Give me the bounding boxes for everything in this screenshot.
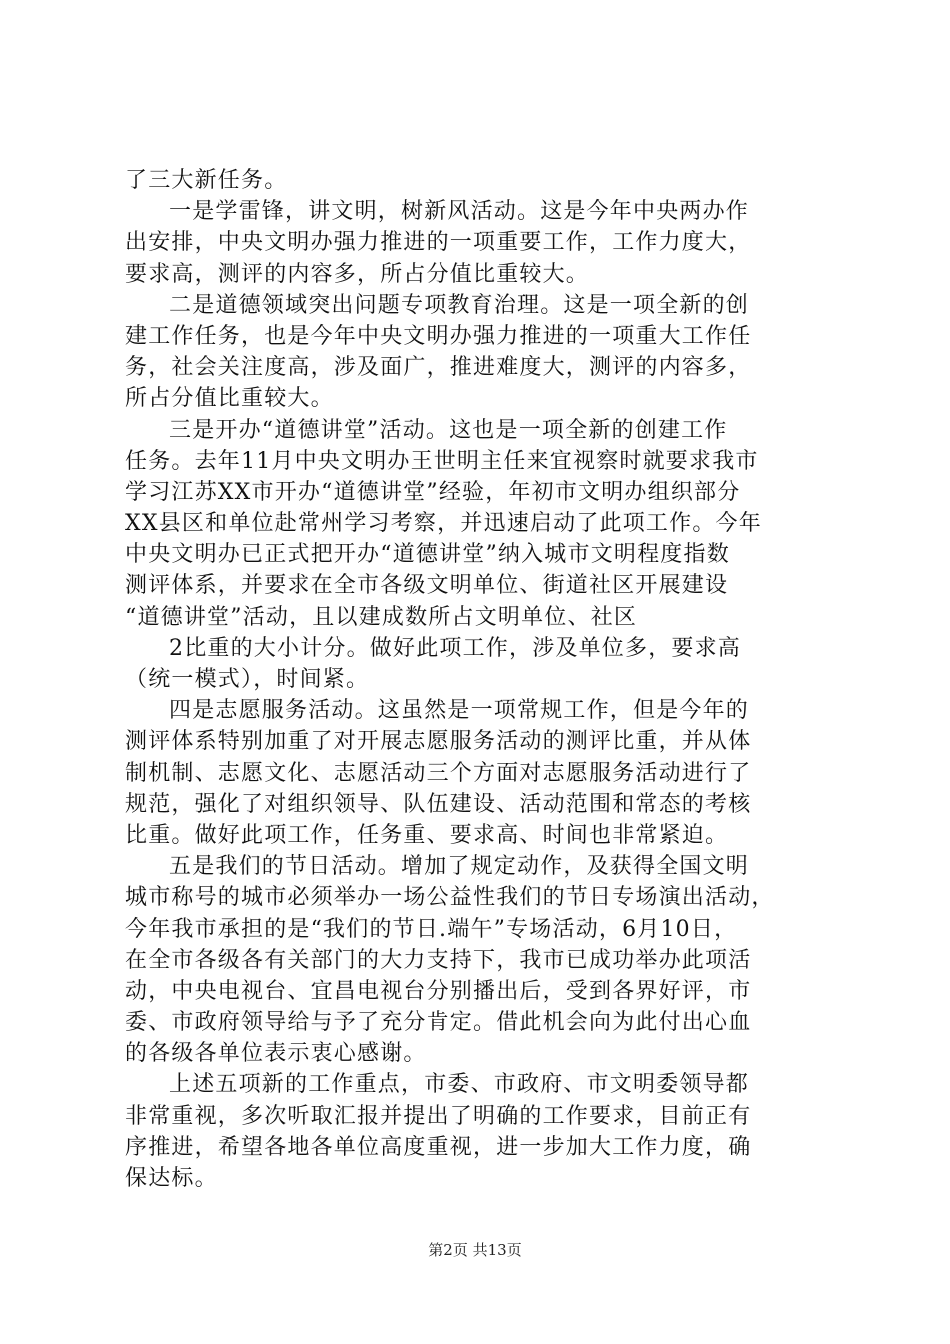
text-line: 学习江苏XX市开办“道德讲堂”经验，年初市文明办组织部分 (125, 479, 741, 505)
text-line: 2比重的大小计分。做好此项工作，涉及单位多，要求高 (169, 635, 741, 661)
text-line: 序推进，希望各地各单位高度重视，进一步加大工作力度，确 (125, 1134, 752, 1160)
text-line: （统一模式），时间紧。 (125, 667, 370, 692)
text-line: 测评体系特别加重了对开展志愿服务活动的测评比重，并从体 (125, 729, 752, 755)
text-line: 要求高，测评的内容多，所占分值比重较大。 (125, 261, 590, 287)
text-line: 非常重视，多次听取汇报并提出了明确的工作要求，目前正有 (125, 1103, 752, 1129)
text-line: 制机制、志愿文化、志愿活动三个方面对志愿服务活动进行了 (125, 760, 752, 786)
text-line: XX县区和单位赴常州学习考察，并迅速启动了此项工作。今年 (125, 511, 762, 537)
text-line: 出安排，中央文明办强力推进的一项重要工作，工作力度大， (125, 230, 752, 256)
text-line: 了三大新任务。 (125, 168, 288, 193)
text-line: “道德讲堂”活动，且以建成数所占文明单位、社区 (125, 604, 638, 630)
text-line: 四是志愿服务活动。这虽然是一项常规工作，但是今年的 (169, 698, 750, 724)
text-line: 保达标。 (125, 1166, 218, 1191)
text-line: 规范，强化了对组织领导、队伍建设、活动范围和常态的考核 (125, 791, 752, 817)
text-line: 三是开办“道德讲堂”活动。这也是一项全新的创建工作 (169, 417, 728, 443)
text-line: 一是学雷锋，讲文明，树新风活动。这是今年中央两办作 (169, 199, 750, 225)
text-line: 上述五项新的工作重点，市委、市政府、市文明委领导都 (169, 1072, 750, 1098)
text-line: 的各级各单位表示衷心感谢。 (125, 1041, 427, 1067)
page-footer (0, 1240, 950, 1260)
text-line: 动，中央电视台、宜昌电视台分别播出后，受到各界好评，市 (125, 978, 752, 1004)
text-line: 任务。去年11月中央文明办王世明主任来宜视察时就要求我市 (125, 448, 759, 474)
text-line: 今年我市承担的是“我们的节日.端午”专场活动，6月10日， (125, 916, 738, 942)
text-line: 五是我们的节日活动。增加了规定动作，及获得全国文明 (169, 854, 750, 880)
text-line: 测评体系，并要求在全市各级文明单位、街道社区开展建设 (125, 573, 729, 599)
text-line: 在全市各级各有关部门的大力支持下，我市已成功举办此项活 (125, 947, 752, 973)
document-body (125, 165, 831, 1194)
text-line: 务，社会关注度高，涉及面广，推进难度大，测评的内容多， (125, 355, 752, 381)
text-line: 建工作任务，也是今年中央文明办强力推进的一项重大工作任 (125, 323, 752, 349)
text-line: 二是道德领域突出问题专项教育治理。这是一项全新的创 (169, 292, 750, 318)
text-line: 委、市政府领导给与予了充分肯定。借此机会向为此付出心血 (125, 1010, 752, 1036)
text-line: 比重。做好此项工作，任务重、要求高、时间也非常紧迫。 (125, 822, 729, 848)
text-line: 所占分值比重较大。 (125, 386, 334, 412)
text-line: 城市称号的城市必须举办一场公益性我们的节日专场演出活动， (125, 885, 775, 911)
text-line: 中央文明办已正式把开办“道德讲堂”纳入城市文明程度指数 (125, 542, 730, 568)
page-number: 第2页 共13页 (428, 1241, 522, 1259)
